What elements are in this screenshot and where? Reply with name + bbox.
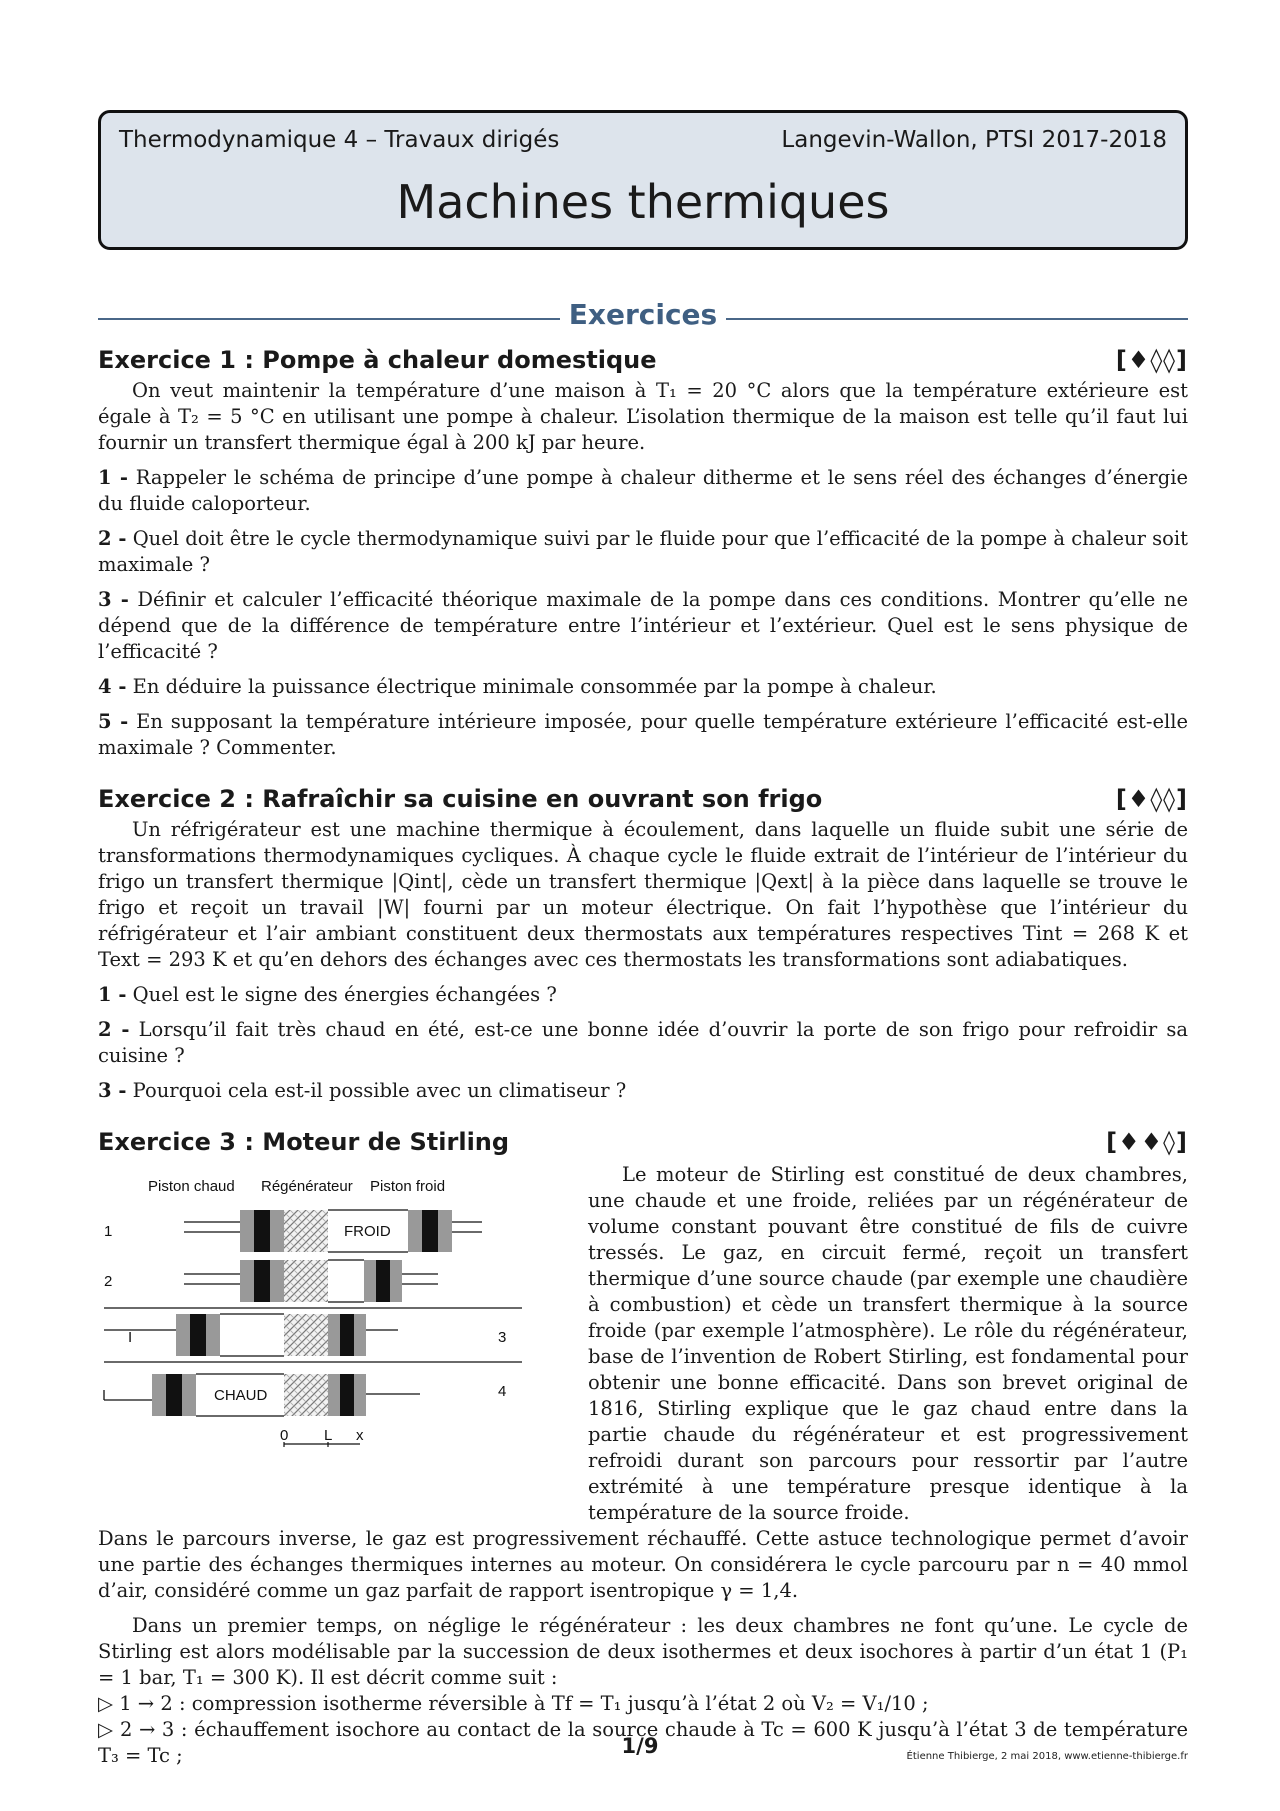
exercise-2-title: Exercice 2 : Rafraîchir sa cuisine en ouvrant son frigo — [98, 785, 823, 813]
header-box — [98, 110, 1188, 250]
exercise-2-heading — [98, 785, 1188, 813]
row-marker-i: I — [128, 1329, 133, 1346]
question-text: Définir et calculer l’efficacité théorique maximale de la pompe dans ces conditions. Montrer qu’elle ne dépend que de la différence de température entre l’intérieur et l’extérieur. Quel est le sens physique de l’efficacité ? — [98, 588, 1189, 663]
question — [98, 674, 1188, 700]
row-label: 4 — [498, 1383, 507, 1400]
question-number: 5 - — [98, 710, 129, 733]
exercise-1-intro: On veut maintenir la température d’une maison à T₁ = 20 °C alors que la température extérieure est égale à T₂ = 5 °C en utilisant une pompe à chaleur. L’isolation thermique de la maison est telle qu’il faut lui fournir un transfert thermique égal à 200 kJ par heure. — [98, 379, 1188, 454]
question-text: En supposant la température intérieure imposée, pour quelle température extérieure l’efficacité est-elle maximale ? Commenter. — [98, 710, 1188, 759]
exercise-1-difficulty: [♦◊◊] — [1115, 346, 1188, 374]
row-label: 2 — [104, 1273, 113, 1290]
question-text: Quel doit être le cycle thermodynamique suivi par le fluide pour que l’efficacité de la pompe à chaleur soit maximale ? — [98, 527, 1188, 576]
section-heading — [98, 296, 1188, 336]
stirling-diagram — [98, 1162, 582, 1472]
label-cold-piston: Piston froid — [370, 1178, 446, 1195]
course-label: Thermodynamique 4 – Travaux dirigés — [119, 127, 560, 153]
row-label: 3 — [498, 1329, 507, 1346]
page — [98, 110, 1188, 1769]
axis-x: x — [356, 1427, 364, 1444]
exercise-3-difficulty: [♦♦◊] — [1106, 1128, 1188, 1156]
exercise-3-side-text: Le moteur de Stirling est constitué de deux chambres, une chaude et une froide, reliées par un régénérateur de volume constant pouvant être constitué de fils de cuivre tressés. Le gaz, en circuit fermé, reçoit un transfert thermique d’une source chaude (par exemple une chaudière à combustion) et cède un transfert thermique à la source froide (par exemple l’atmosphère). Le rôle du régénérateur, base de l’invention de Robert Stirling, est fondamental pour obtenir une bonne efficacité. Dans son brevet original de 1816, Stirling explique que le gaz chaud entre dans la partie chaude du régénérateur et est progressivement refroidi durant son parcours pour ressortir par l’autre extrémité à une température presque identique à la température de la source froide. — [588, 1163, 1188, 1524]
question — [98, 587, 1188, 665]
question-text: Lorsqu’il fait très chaud en été, est-ce une bonne idée d’ouvrir la porte de son frigo pour refroidir sa cuisine ? — [98, 1018, 1188, 1067]
label-hot-piston: Piston chaud — [148, 1178, 235, 1195]
label-chaud: CHAUD — [214, 1387, 268, 1404]
question-number: 3 - — [98, 588, 129, 611]
exercise-2-difficulty: [♦◊◊] — [1115, 785, 1188, 813]
footer-credit: Étienne Thibierge, 2 mai 2018, www.etienne-thibierge.fr — [906, 1751, 1188, 1762]
section-title: Exercices — [568, 298, 718, 331]
question-text: En déduire la puissance électrique minimale consommée par la pompe à chaleur. — [132, 675, 937, 698]
cycle-step: ▷ 2 → 3 : échauffement isochore au contact de la source chaude à Tc = 600 K jusqu’à l’état 3 de température T₃ = Tc ; — [98, 1718, 1188, 1767]
exercise-3-title: Exercice 3 : Moteur de Stirling — [98, 1128, 510, 1156]
exercise-1-heading — [98, 346, 1188, 374]
exercise-3-text: Dans le parcours inverse, le gaz est progressivement réchauffé. Cette astuce technologique permet d’avoir une partie des échanges thermiques internes au moteur. On considérera le cycle parcouru par n = 40 mmol d’air, considéré comme un gaz parfait de rapport isentropique γ = 1,4. — [98, 1527, 1188, 1602]
exercise-1-title: Exercice 1 : Pompe à chaleur domestique — [98, 346, 657, 374]
question-number: 1 - — [98, 466, 128, 489]
stirling-figure — [98, 1162, 582, 1472]
question — [98, 1017, 1188, 1069]
question-number: 1 - — [98, 983, 127, 1006]
label-regenerator: Régénérateur — [261, 1178, 353, 1195]
axis-zero: 0 — [280, 1427, 289, 1444]
question-number: 3 - — [98, 1079, 127, 1102]
exercise-2-intro: Un réfrigérateur est une machine thermique à écoulement, dans laquelle un fluide subit une série de transformations thermodynamiques cycliques. À chaque cycle le fluide extrait de l’intérieur de l’intérieur du frigo un transfert thermique |Qint|, cède un transfert thermique |Qext| à la pièce dans laquelle se trouve le frigo et reçoit un travail |W| fourni par un moteur électrique. On fait l’hypothèse que l’intérieur du réfrigérateur et l’air ambiant constituent deux thermostats aux températures respectives Tint = 268 K et Text = 293 K et qu’en dehors des échanges avec ces thermostats les transformations sont adiabatiques. — [98, 818, 1188, 971]
page-title: Machines thermiques — [396, 175, 890, 229]
rule-right — [726, 318, 1188, 320]
row-label: 1 — [104, 1223, 113, 1240]
cycle-step: ▷ 1 → 2 : compression isotherme réversible à Tf = T₁ jusqu’à l’état 2 où V₂ = V₁/10 ; — [98, 1692, 929, 1715]
question-number: 2 - — [98, 527, 127, 550]
exercise-3-body — [98, 1162, 1188, 1526]
question — [98, 982, 1188, 1008]
label-froid: FROID — [344, 1223, 391, 1240]
axis-l: L — [324, 1427, 333, 1444]
question-text: Rappeler le schéma de principe d’une pompe à chaleur ditherme et le sens réel des échanges d’énergie du fluide caloporteur. — [98, 466, 1189, 515]
page-number: 1/9 — [621, 1734, 659, 1758]
question — [98, 465, 1188, 517]
exercise-3-model-text: Dans un premier temps, on néglige le régénérateur : les deux chambres ne font qu’une. Le cycle de Stirling est alors modélisable par la succession de deux isothermes et deux isochores à partir d’un état 1 (P₁ = 1 bar, T₁ = 300 K). Il est décrit comme suit : — [98, 1614, 1188, 1689]
school-label: Langevin-Wallon, PTSI 2017-2018 — [781, 127, 1167, 153]
question-number: 4 - — [98, 675, 127, 698]
question-number: 2 - — [98, 1018, 130, 1041]
question-text: Quel est le signe des énergies échangées ? — [132, 983, 557, 1006]
question — [98, 709, 1188, 761]
exercise-3-heading — [98, 1128, 1188, 1156]
question — [98, 1078, 1188, 1104]
question — [98, 526, 1188, 578]
question-text: Pourquoi cela est-il possible avec un climatiseur ? — [132, 1079, 627, 1102]
